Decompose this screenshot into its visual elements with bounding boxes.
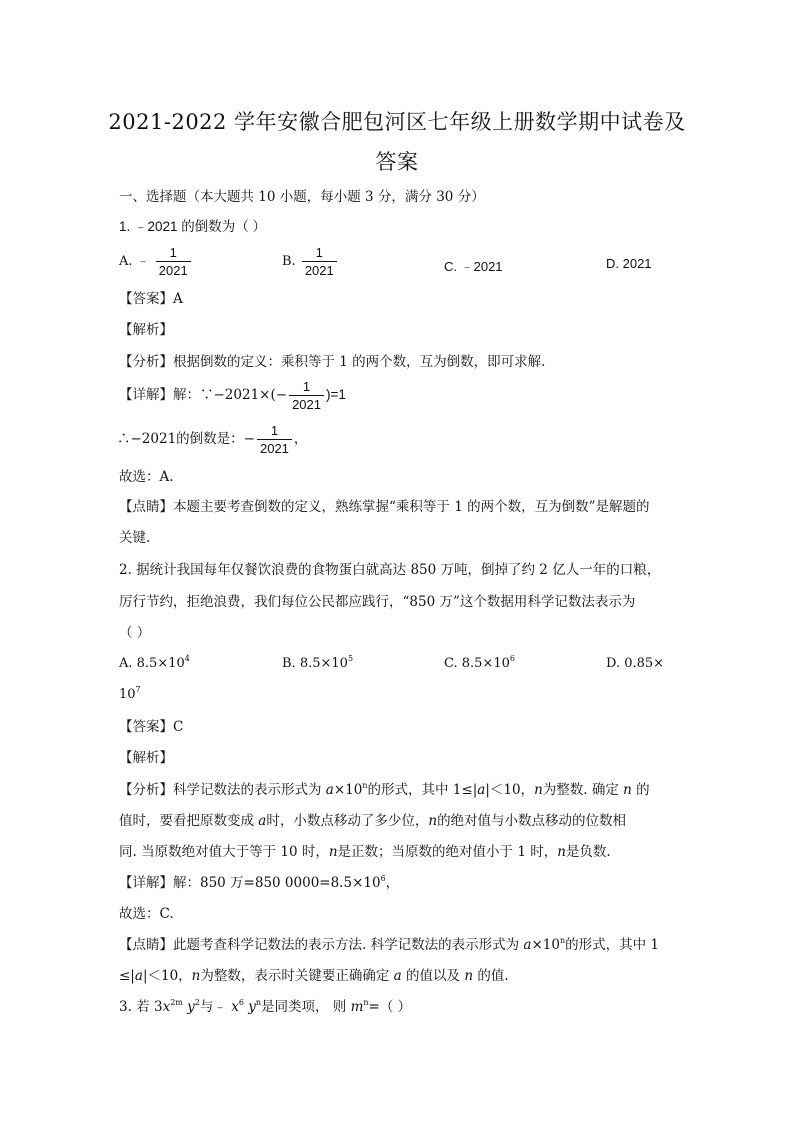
q2-option-c <box>444 656 515 671</box>
text-run: 的值. <box>473 968 509 984</box>
math-var: a <box>258 813 267 829</box>
q2-option-c-exponent: 6 <box>509 654 515 663</box>
math-exponent: n <box>362 781 368 790</box>
math-var: n <box>191 968 201 984</box>
math-var: n <box>328 844 338 860</box>
q2-analysis-line3 <box>119 843 611 861</box>
math-exponent: 2 <box>194 998 200 1007</box>
q1-therefore-fraction <box>257 422 292 457</box>
math-var: n <box>464 968 474 984</box>
math-exponent: n <box>255 998 261 1007</box>
math-var: x <box>162 999 171 1015</box>
q2-analysis-line1 <box>119 781 650 799</box>
math-var: n <box>623 782 632 798</box>
text-run: 是负数. <box>565 844 611 860</box>
q2-answer: 【答案】C <box>119 719 184 735</box>
q2-option-b <box>282 656 353 671</box>
q2-option-a-text: A. 8.5×10 <box>119 656 185 671</box>
q2-choose: 故选：C. <box>119 906 174 922</box>
fraction-numerator: 1 <box>315 245 323 260</box>
math-var: n <box>557 844 566 860</box>
fraction-denominator: 2021 <box>257 439 292 457</box>
q2-option-b-text: B. 8.5×10 <box>282 656 348 671</box>
text-run: 时，小数点移动了多少位， <box>266 813 429 829</box>
text-run: 的绝对值与小数点移动的位数相 <box>437 813 627 829</box>
text-run: 同. 当原数绝对值大于等于 10 时， <box>119 844 329 860</box>
q1-option-a-label: A. ﹣ <box>119 254 150 269</box>
text-run: 是正数；当原数的绝对值小于 1 时， <box>337 844 558 860</box>
q2-stem-line1: 2. 据统计我国每年仅餐饮浪费的食物蛋白就高达 850 万吨，倒掉了约 2 亿人一年的口粮， <box>119 562 661 578</box>
math-var: y <box>243 999 256 1015</box>
q2-stem-line3: （ ） <box>119 625 151 641</box>
math-var: m <box>350 999 364 1015</box>
q1-detail-suffix: )=1 <box>325 387 346 402</box>
math-var: n <box>428 813 438 829</box>
fraction-numerator: 1 <box>169 245 177 260</box>
text-run: 与﹣ <box>199 999 232 1015</box>
text-run: 为整数. 确定 <box>542 782 624 798</box>
text-run: |＜10， <box>485 782 535 798</box>
text-run: ≤| <box>119 968 135 984</box>
math-var: y <box>182 999 195 1015</box>
text-run: ×10 <box>531 937 560 953</box>
text-run: 是同类项， 则 <box>260 999 351 1015</box>
q1-comment-line1: 【点睛】本题主要考查倒数的定义，熟练掌握“乘积等于 1 的两个数，互为倒数”是解题的 <box>119 499 650 515</box>
text-run: 的形式，其中 1≤| <box>367 782 478 798</box>
text-run: ×10 <box>333 782 363 798</box>
q2-analysis-line2 <box>119 812 626 830</box>
fraction-denominator: 2021 <box>156 261 191 279</box>
math-var: a <box>325 782 334 798</box>
math-exponent: n <box>559 936 566 945</box>
q1-therefore-suffix: ， <box>293 431 308 447</box>
q2-comment-line1 <box>119 936 659 954</box>
q1-therefore-prefix: ∴−2021的倒数是：− <box>117 431 255 447</box>
q2-option-d-exponent: 7 <box>135 685 141 694</box>
text-run: 的值以及 <box>401 968 465 984</box>
math-exponent: 6 <box>380 874 386 883</box>
math-var: a <box>523 937 532 953</box>
text-run: ， <box>385 875 400 891</box>
q1-therefore <box>117 422 307 457</box>
q1-option-b-fraction <box>302 244 337 279</box>
text-run: 值时，要看把原数变成 <box>119 813 259 829</box>
text-run: 【分析】科学记数法的表示形式为 <box>119 782 326 798</box>
q1-analysis-heading: 【解析】 <box>119 322 173 338</box>
math-exponent: n <box>363 998 369 1007</box>
math-var: a <box>477 782 486 798</box>
fraction-numerator: 1 <box>270 423 279 438</box>
q2-option-d-continued <box>119 687 141 702</box>
page-title-line1: 2021-2022 学年安徽合肥包河区七年级上册数学期中试卷及 <box>108 110 686 134</box>
text-run: 的 <box>631 782 650 798</box>
text-run: |＜10， <box>142 968 192 984</box>
q1-option-c: C. ﹣2021 <box>444 259 503 274</box>
math-var: n <box>534 782 543 798</box>
q2-option-c-text: C. 8.5×10 <box>444 656 510 671</box>
fraction-numerator: 1 <box>302 379 311 394</box>
math-var: a <box>134 968 143 984</box>
q1-detail-fraction <box>289 378 324 413</box>
q2-stem-line2: 厉行节约，拒绝浪费，我们每位公民都应践行，“850 万”这个数据用科学记数法表示为 <box>119 594 636 610</box>
math-exponent: 2m <box>170 998 183 1007</box>
fraction-denominator: 2021 <box>289 395 324 413</box>
q1-option-a-fraction <box>156 244 191 279</box>
q1-detail <box>119 378 346 413</box>
q2-option-a <box>119 656 190 671</box>
text-run: 【详解】解：850 万=850 0000=8.5×10 <box>119 875 381 891</box>
q1-option-b <box>282 244 339 279</box>
q1-analysis: 【分析】根据倒数的定义：乘积等于 1 的两个数，互为倒数，即可求解. <box>119 354 546 370</box>
text-run: 3. 若 3 <box>119 999 163 1015</box>
q1-choose: 故选：A. <box>119 469 174 485</box>
q2-option-b-exponent: 5 <box>347 654 354 663</box>
text-run: 为整数，表示时关键要正确确定 <box>200 968 394 984</box>
page-title-line2: 答案 <box>375 150 419 174</box>
text-run: =（ ） <box>368 999 412 1015</box>
q2-analysis-heading: 【解析】 <box>119 750 173 766</box>
q1-option-a <box>119 244 193 279</box>
text-run: 的形式，其中 1 <box>565 937 659 953</box>
q1-detail-prefix: 【详解】解：∵−2021×(− <box>119 387 288 403</box>
math-var: a <box>393 968 402 984</box>
fraction-denominator: 2021 <box>302 261 337 279</box>
q2-option-d: D. 0.85× <box>606 656 665 671</box>
q1-option-d: D. 2021 <box>606 256 652 271</box>
q2-comment-line2 <box>119 967 509 985</box>
section-heading: 一、选择题（本大题共 10 小题，每小题 3 分，满分 30 分） <box>119 189 485 205</box>
q1-comment-line2: 关键. <box>119 530 151 546</box>
q1-answer: 【答案】A <box>119 291 183 307</box>
math-var: x <box>231 999 239 1015</box>
math-exponent: 6 <box>238 998 244 1007</box>
q1-option-b-label: B. <box>282 254 296 269</box>
q1-stem: 1. ﹣2021 的倒数为（ ） <box>119 219 267 234</box>
q2-detail <box>119 874 399 892</box>
q2-option-a-exponent: 4 <box>184 654 190 663</box>
q3-stem <box>119 998 411 1016</box>
q2-option-d-base: 10 <box>119 687 136 702</box>
text-run: 【点睛】此题考查科学记数法的表示方法. 科学记数法的表示形式为 <box>119 937 524 953</box>
